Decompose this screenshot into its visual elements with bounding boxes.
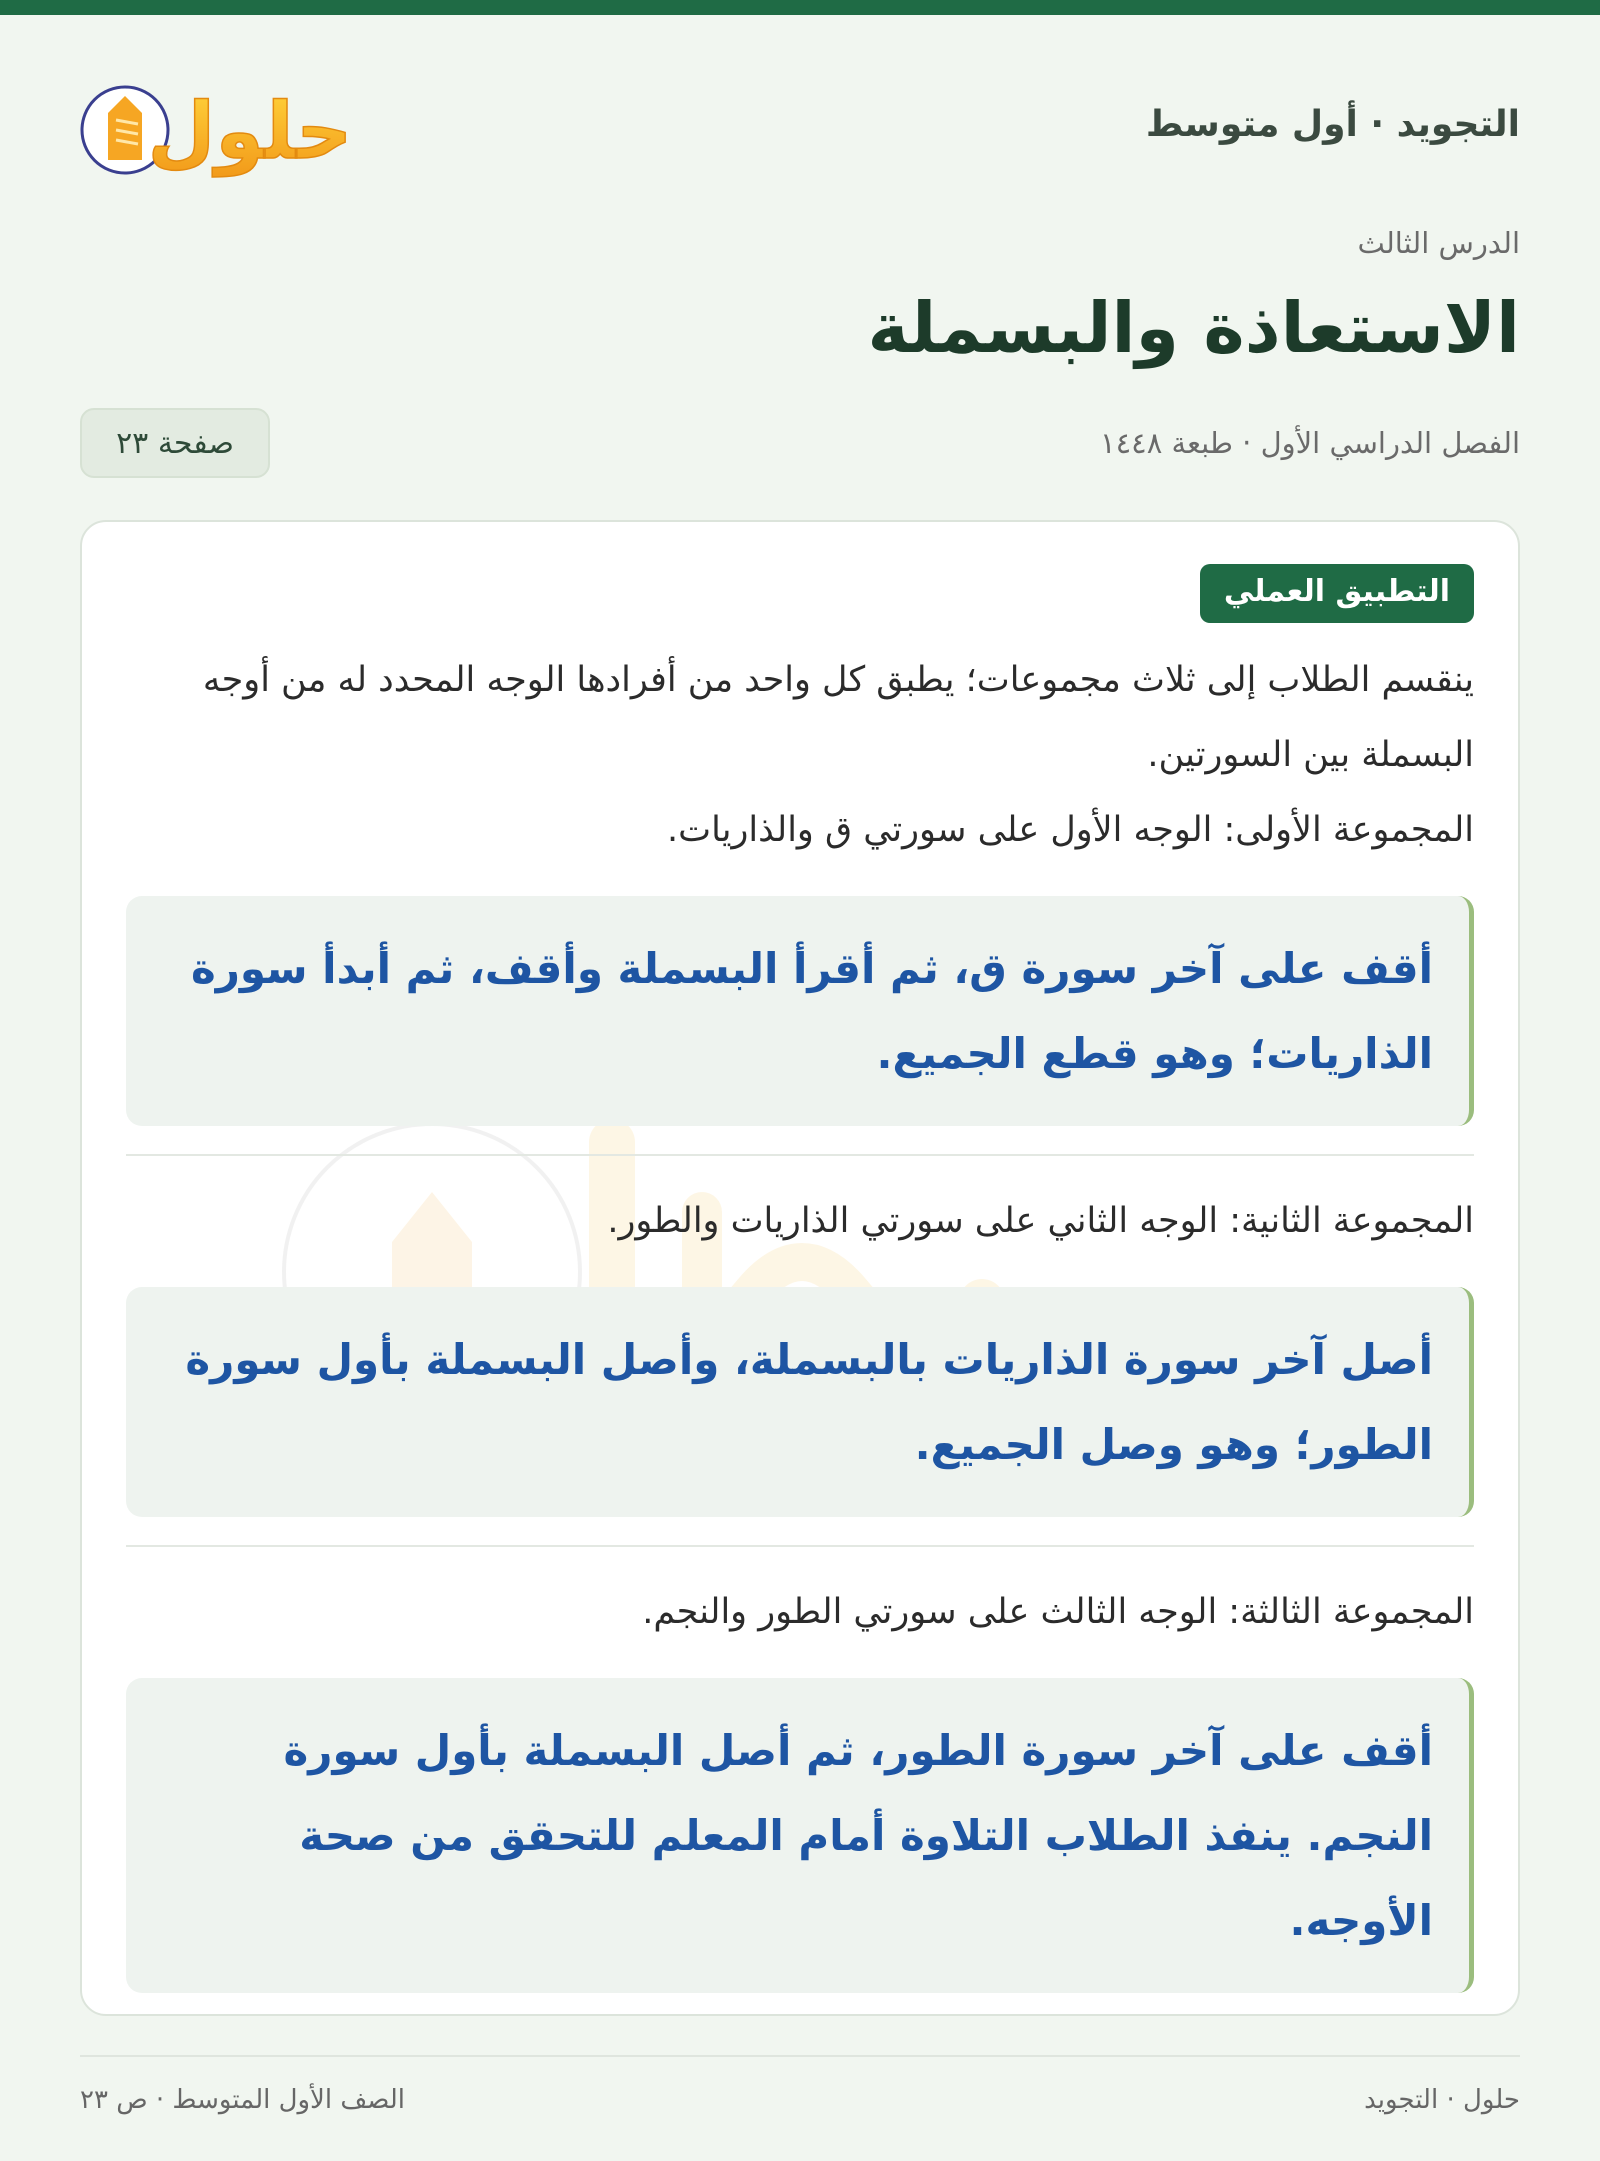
callout-box — [126, 896, 1474, 1126]
divider — [126, 1154, 1474, 1156]
intro-paragraph: ينقسم الطلاب إلى ثلاث مجموعات؛ يطبق كل واحد من أفرادها الوجه المحدد له من أوجه البسملة بين السورتين. — [202, 660, 1474, 775]
callout-box — [126, 1678, 1474, 1993]
logo-wordmark: حلول — [147, 87, 353, 177]
footer-brand: حلول · التجويد — [1364, 2085, 1520, 2115]
page-number-badge: صفحة ٢٣ — [80, 408, 270, 478]
lesson-label: الدرس الثالث — [1357, 226, 1520, 260]
lesson-meta-row — [80, 408, 1520, 480]
top-accent-bar — [0, 0, 1600, 15]
divider — [126, 1545, 1474, 1547]
footer-grade-page: الصف الأول المتوسط · ص ٢٣ — [80, 2085, 405, 2115]
term-edition: الفصل الدراسي الأول · طبعة ١٤٤٨ — [1100, 426, 1520, 460]
callout-text: أقف على آخر سورة ق، ثم أقرأ البسملة وأقف، ثم أبدأ سورة الذاريات؛ وهو قطع الجميع. — [190, 944, 1433, 1078]
hulool-logo — [80, 68, 370, 188]
callout-box — [126, 1287, 1474, 1517]
group-heading: المجموعة الأولى: الوجه الأول على سورتي ق والذاريات. — [667, 810, 1474, 850]
callout-text: أصل آخر سورة الذاريات بالبسملة، وأصل البسملة بأول سورة الطور؛ وهو وصل الجميع. — [185, 1335, 1433, 1469]
group-heading: المجموعة الثانية: الوجه الثاني على سورتي الذاريات والطور. — [607, 1201, 1474, 1241]
group-heading: المجموعة الثالثة: الوجه الثالث على سورتي الطور والنجم. — [642, 1592, 1474, 1632]
callout-text: أقف على آخر سورة الطور، ثم أصل البسملة بأول سورة النجم. ينفذ الطلاب التلاوة أمام المعلم للتحقق من صحة الأوجه. — [283, 1726, 1433, 1945]
page-footer — [80, 2085, 1520, 2125]
section-tag: التطبيق العملي — [1200, 564, 1474, 623]
subject-title: التجويد · أول متوسط — [1145, 104, 1520, 145]
page-header — [80, 68, 1520, 188]
lesson-title: الاستعاذة والبسملة — [867, 287, 1520, 369]
card-content — [126, 564, 1474, 2016]
footer-divider — [80, 2055, 1520, 2057]
practical-application-card — [80, 520, 1520, 2016]
